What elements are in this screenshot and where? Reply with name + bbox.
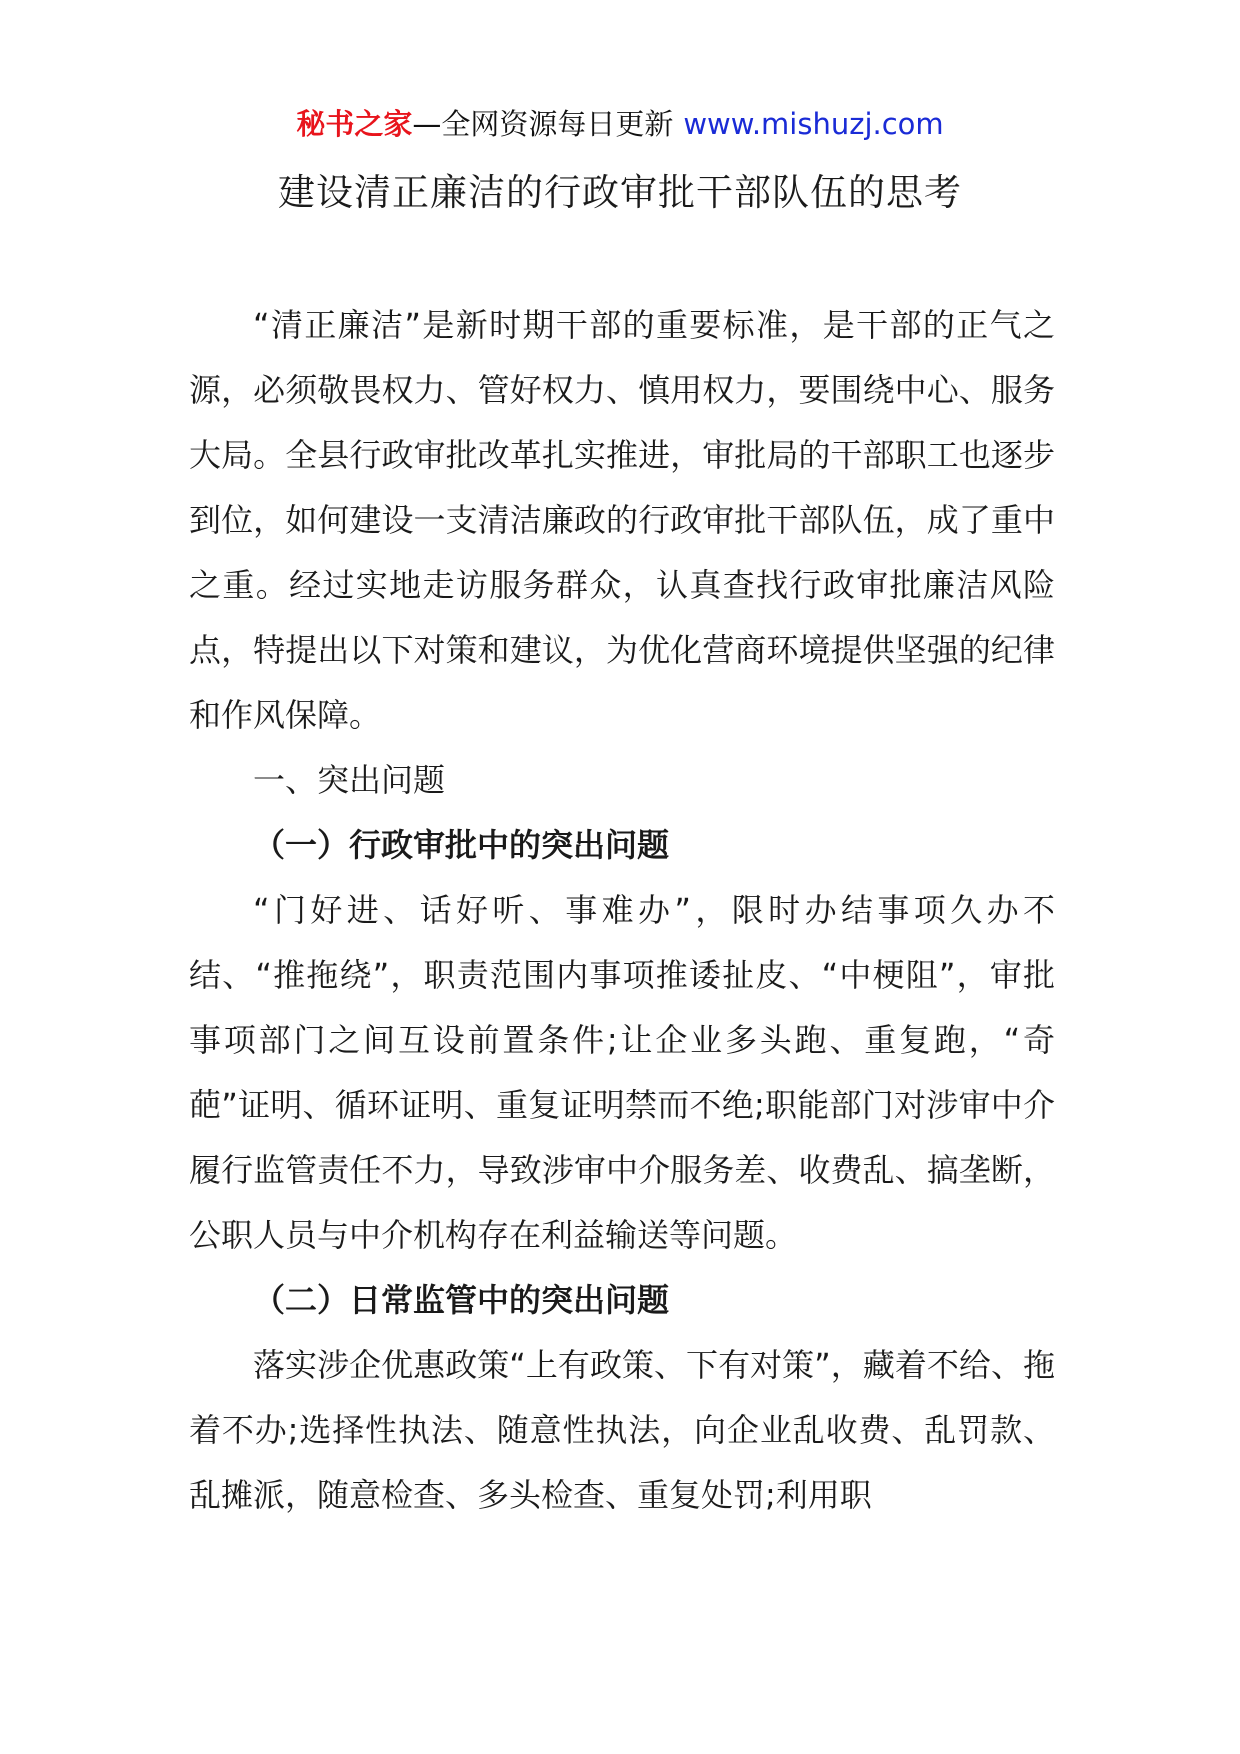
site-url-link[interactable]: www.mishuzj.com [683, 107, 944, 141]
site-header [0, 104, 1240, 144]
document-body [189, 293, 1055, 1528]
section-heading-problems: 一、突出问题 [253, 761, 446, 799]
intro-paragraph: “清正廉洁”是新时期干部的重要标准，是干部的正气之源，必须敬畏权力、管好权力、慎用权力，要围绕中心、服务大局。全县行政审批改革扎实推进，审批局的干部职工也逐步到位，如何建设一支清洁廉政的行政审批干部队伍，成了重中之重。经过实地走访服务群众，认真查找行政审批廉洁风险点，特提出以下对策和建议，为优化营商环境提供坚强的纪律和作风保障。 [189, 306, 1055, 734]
document-title: 建设清正廉洁的行政审批干部队伍的思考 [278, 171, 962, 214]
brand-name: 秘书之家 [296, 107, 413, 141]
subsection-heading-approval: （一）行政审批中的突出问题 [253, 826, 670, 864]
approval-problems-paragraph: “门好进、话好听、事难办”，限时办结事项久办不结、“推拖绕”，职责范围内事项推诿扯皮、“中梗阻”，审批事项部门之间互设前置条件;让企业多头跑、重复跑，“奇葩”证明、循环证明、重复证明禁而不绝;职能部门对涉审中介履行监管责任不力，导致涉审中介服务差、收费乱、搞垄断，公职人员与中介机构存在利益输送等问题。 [189, 891, 1055, 1254]
supervision-problems-paragraph: 落实涉企优惠政策“上有政策、下有对策”，藏着不给、拖着不办;选择性执法、随意性执法，向企业乱收费、乱罚款、乱摊派，随意检查、多头检查、重复处罚;利用职 [189, 1346, 1055, 1514]
header-slogan: —全网资源每日更新 [412, 107, 674, 141]
subsection-heading-supervision: （二）日常监管中的突出问题 [253, 1281, 670, 1319]
